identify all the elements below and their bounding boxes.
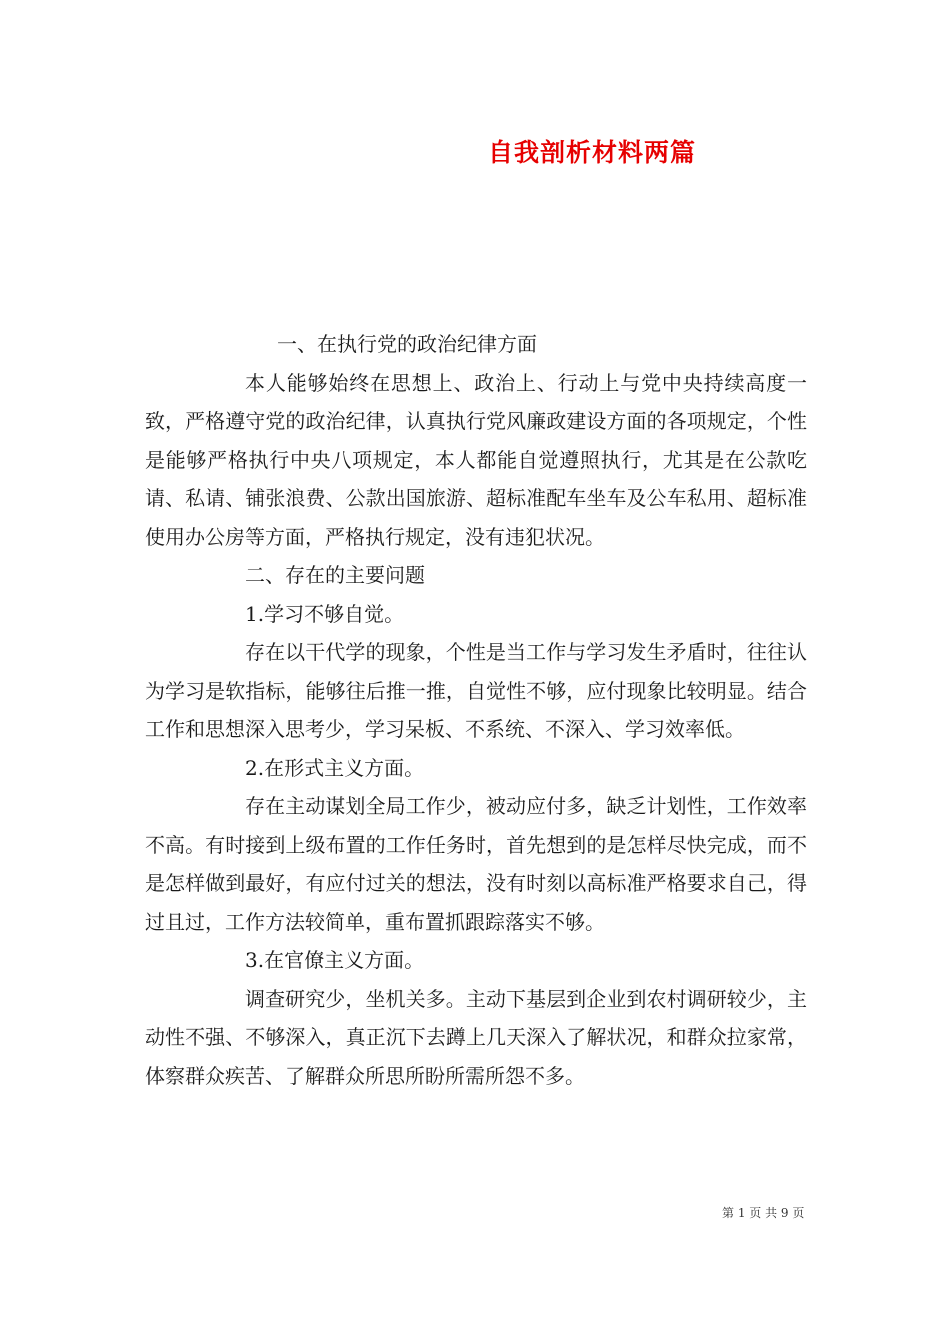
subheading-study: 1.学习不够自觉。 [245, 601, 405, 626]
page-number-footer: 第 1 页 共 9 页 [722, 1206, 805, 1220]
paragraph-political-discipline: 本人能够始终在思想上、政治上、行动上与党中央持续高度一致，严格遵守党的政治纪律，认真执行党风廉政建设方面的各项规定，个性是能够严格执行中央八项规定，本人都能自觉遵照执行，尤其是在公款吃请、私请、铺张浪费、公款出国旅游、超标准配车坐车及公车私用、超标准使用办公房等方面，严格执行规定，没有违犯状况。 [145, 370, 807, 549]
document-body [145, 325, 807, 1095]
subheading-bureaucracy: 3.在官僚主义方面。 [245, 948, 425, 972]
paragraph-formalism: 存在主动谋划全局工作少，被动应付多，缺乏计划性，工作效率不高。有时接到上级布置的工作任务时，首先想到的是怎样尽快完成，而不是怎样做到最好，有应付过关的想法，没有时刻以高标准严格要求自己，得过且过，工作方法较简单，重布置抓跟踪落实不够。 [145, 794, 807, 934]
heading-main-problems: 二、存在的主要问题 [245, 563, 425, 587]
subheading-formalism: 2.在形式主义方面。 [245, 755, 425, 780]
heading-political-discipline: 一、在执行党的政治纪律方面 [277, 332, 537, 356]
document-title: 自我剖析材料两篇 [488, 138, 697, 167]
paragraph-bureaucracy: 调查研究少，坐机关多。主动下基层到企业到农村调研较少，主动性不强、不够深入，真正沉下去蹲上几天深入了解状况，和群众拉家常，体察群众疾苦、了解群众所思所盼所需所怨不多。 [145, 986, 807, 1088]
paragraph-study: 存在以干代学的现象，个性是当工作与学习发生矛盾时，往往认为学习是软指标，能够往后推一推，自觉性不够，应付现象比较明显。结合工作和思想深入思考少，学习呆板、不系统、不深入、学习效率低。 [145, 640, 807, 741]
